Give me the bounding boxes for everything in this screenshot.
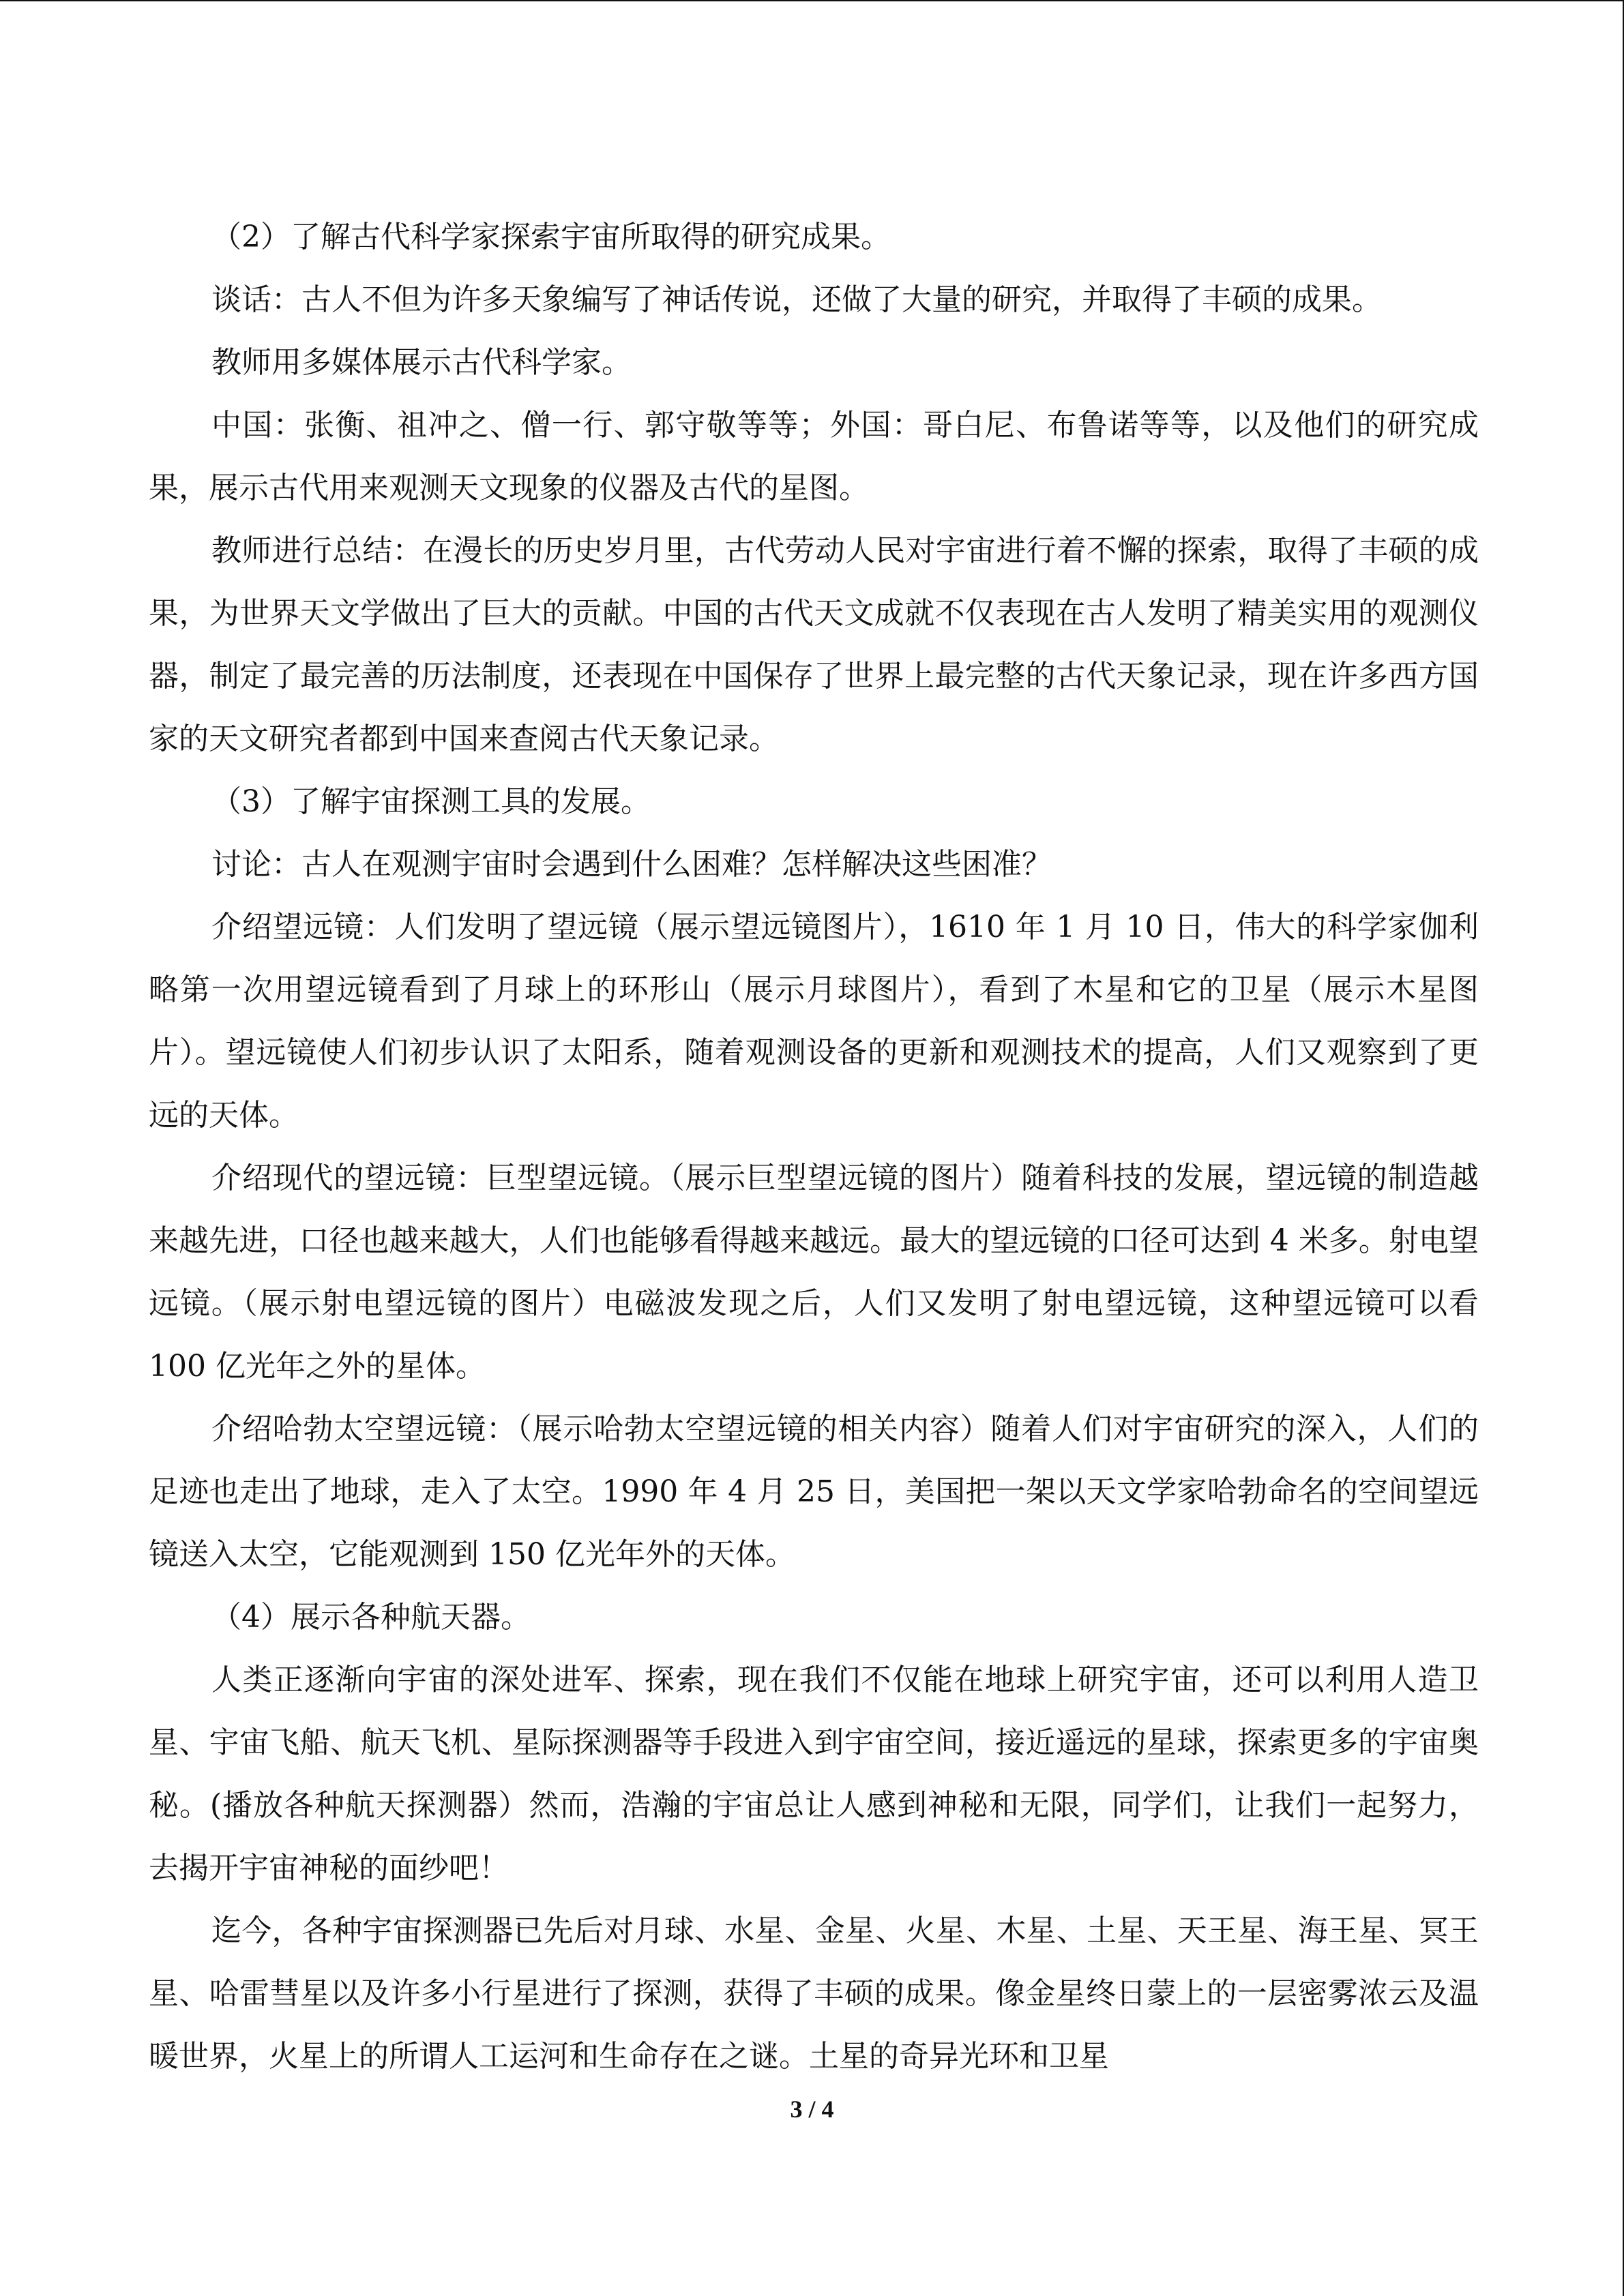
paragraph-scientists: 中国：张衡、祖冲之、僧一行、郭守敬等等；外国：哥白尼、布鲁诺等等，以及他们的研究成果，展示古代用来观测天文现象的仪器及古代的星图。: [149, 408, 1479, 505]
paragraph-telescope: 介绍望远镜：人们发明了望远镜（展示望远镜图片），1610 年 1 月 10 日，伟大的科学家伽利略第一次用望远镜看到了月球上的环形山（展示月球图片），看到了木星和它的卫星（展示木星图片）。望远镜使人们初步认识了太阳系，随着观测设备的更新和观测技术的提高，人们又观察到了更远的天体。: [149, 910, 1479, 1133]
paragraph-talk: 谈话：古人不但为许多天象编写了神话传说，还做了大量的研究，并取得了丰硕的成果。: [211, 282, 1382, 317]
document-body: [149, 206, 1479, 2088]
paragraph-spacecraft: 人类正逐渐向宇宙的深处进军、探索，现在我们不仅能在地球上研究宇宙，还可以利用人造卫星、宇宙飞船、航天飞机、星际探测器等手段进入到宇宙空间，接近遥远的星球，探索更多的宇宙奥秘。(播放各种航天探测器）然而，浩瀚的宇宙总让人感到神秘和无限，同学们，让我们一起努力，去揭开宇宙神秘的面纱吧！: [149, 1663, 1479, 1885]
paragraph-discussion: 讨论：古人在观测宇宙时会遇到什么困难？怎样解决这些困准？: [211, 847, 1052, 882]
paragraph-teacher-summary: 教师进行总结：在漫长的历史岁月里，古代劳动人民对宇宙进行着不懈的探索，取得了丰硕的成果，为世界天文学做出了巨大的贡献。中国的古代天文成就不仅表现在古人发明了精美实用的观测仪器，制定了最完善的历法制度，还表现在中国保存了世界上最完整的古代天象记录，现在许多西方国家的天文研究者都到中国来查阅古代天象记录。: [149, 533, 1479, 756]
paragraph-modern-telescope: 介绍现代的望远镜：巨型望远镜。（展示巨型望远镜的图片）随着科技的发展，望远镜的制造越来越先进，口径也越来越大，人们也能够看得越来越远。最大的望远镜的口径可达到 4 米多。射电望远镜。（展示射电望远镜的图片）电磁波发现之后，人们又发明了射电望远镜，这种望远镜可以看 100 亿光年之外的星体。: [149, 1161, 1479, 1384]
page-number: 3 / 4: [790, 2096, 834, 2123]
paragraph-probes: 迄今，各种宇宙探测器已先后对月球、水星、金星、火星、木星、土星、天王星、海王星、冥王星、哈雷彗星以及许多小行星进行了探测，获得了丰硕的成果。像金星终日蒙上的一层密雾浓云及温暖世界，火星上的所谓人工运河和生命存在之谜。土星的奇异光环和卫星: [149, 1913, 1479, 2074]
paragraph-hubble: 介绍哈勃太空望远镜：（展示哈勃太空望远镜的相关内容）随着人们对宇宙研究的深入，人们的足迹也走出了地球，走入了太空。1990 年 4 月 25 日，美国把一架以天文学家哈勃命名的空间望远镜送入太空，它能观测到 150 亿光年外的天体。: [149, 1412, 1479, 1572]
paragraph-multimedia: 教师用多媒体展示古代科学家。: [211, 345, 632, 380]
paragraph-section-2-heading: （2）了解古代科学家探索宇宙所取得的研究成果。: [211, 220, 891, 254]
paragraph-section-3-heading: （3）了解宇宙探测工具的发展。: [211, 784, 651, 819]
paragraph-section-4-heading: （4）展示各种航天器。: [211, 1600, 531, 1635]
